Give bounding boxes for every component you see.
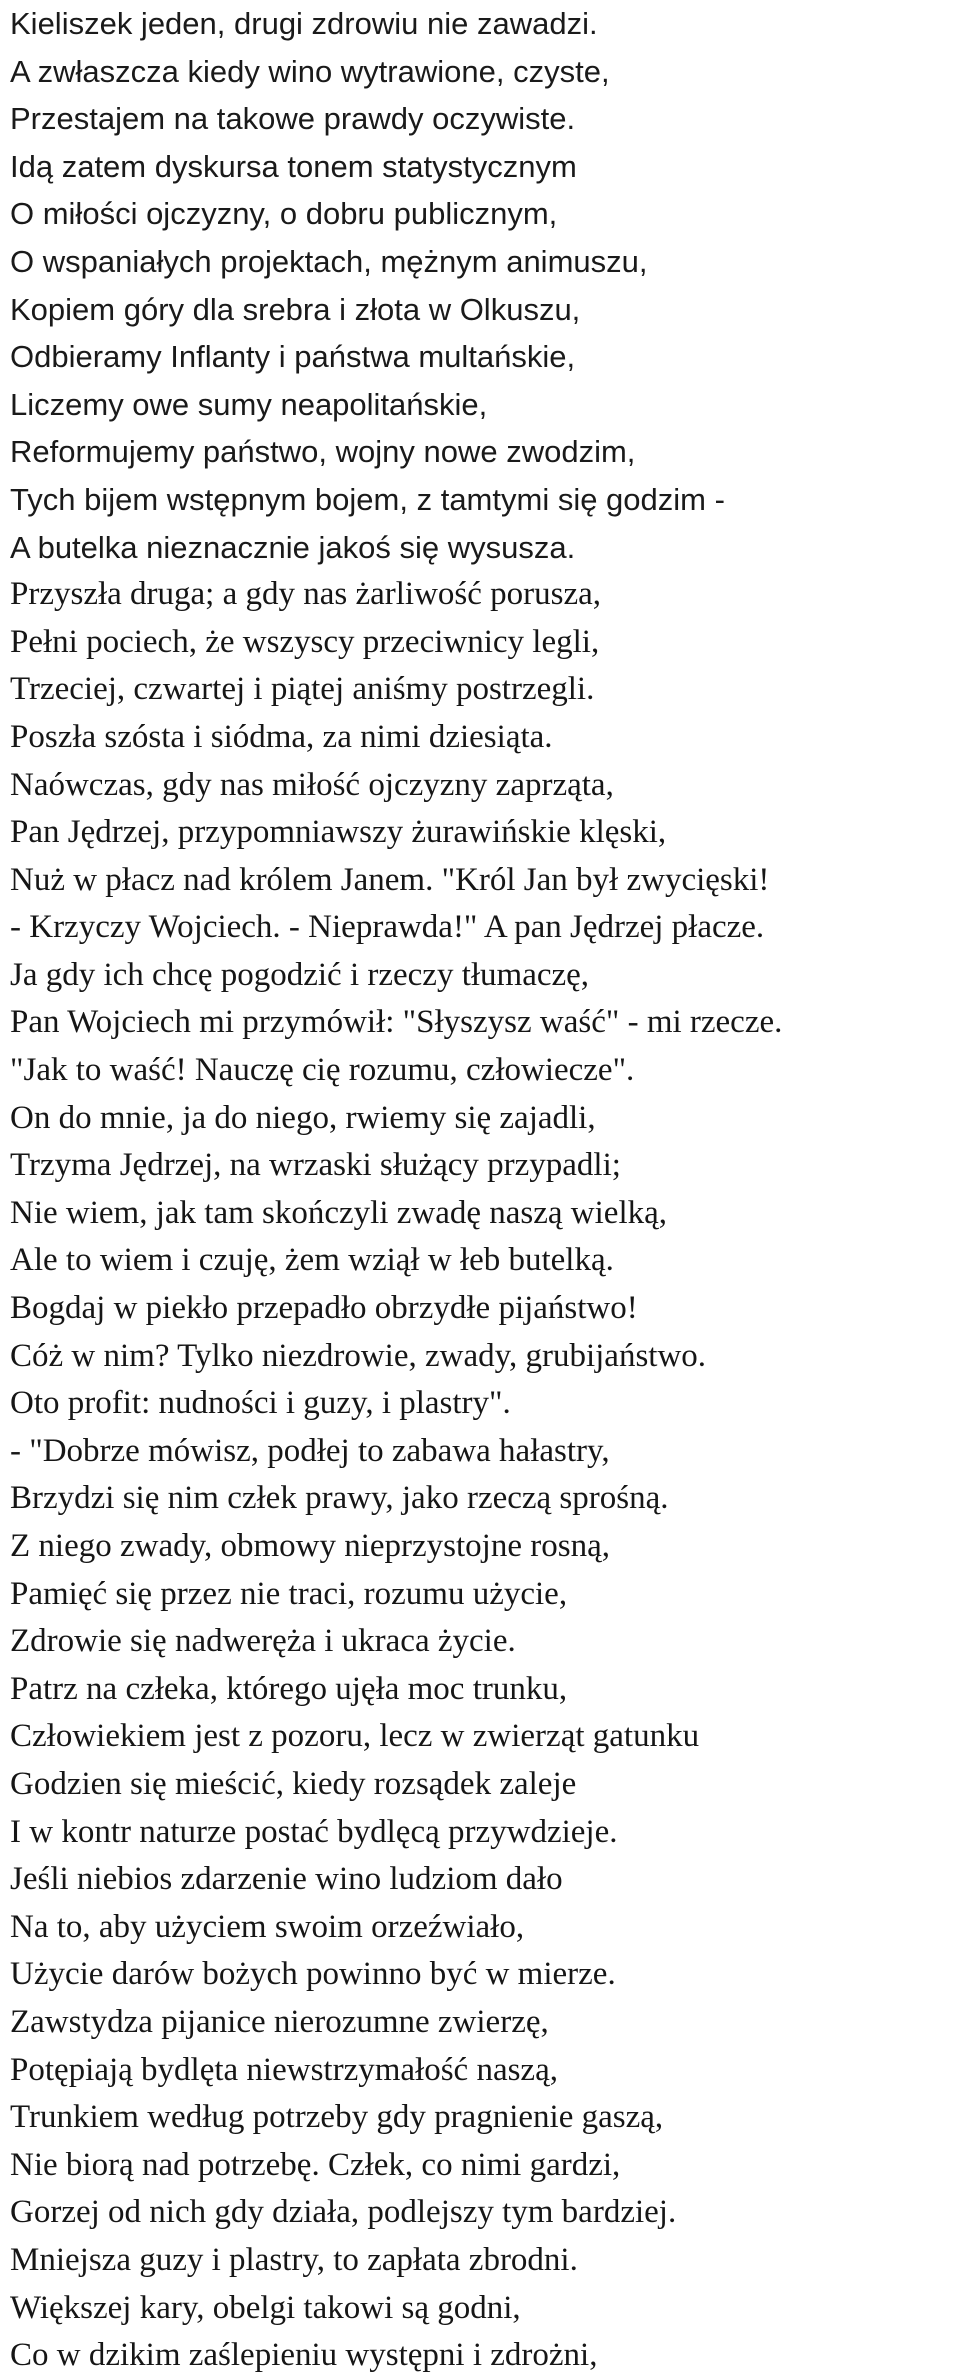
poem-line: Przestajem na takowe prawdy oczywiste. — [10, 101, 576, 137]
poem-line: Brzydzi się nim człek prawy, jako rzeczą sprośną. — [10, 1480, 669, 1517]
poem-line: Ja gdy ich chcę pogodzić i rzeczy tłumaczę, — [10, 956, 590, 993]
poem-line: Idą zatem dyskursa tonem statystycznym — [10, 148, 577, 184]
poem-line: Pan Jędrzej, przypomniawszy żurawińskie klęski, — [10, 814, 667, 851]
poem-line: Kieliszek jeden, drugi zdrowiu nie zawadzi. — [10, 6, 598, 41]
poem-line: O miłości ojczyzny, o dobru publicznym, — [10, 196, 558, 232]
poem-line: Zawstydza pijanice nierozumne zwierzę, — [10, 2003, 549, 2040]
poem-line: Jeśli niebios zdarzenie wino ludziom dało — [10, 1861, 563, 1898]
poem-line: Cóż w nim? Tylko niezdrowie, zwady, grubijaństwo. — [10, 1337, 707, 1374]
poem-line: Gorzej od nich gdy działa, podlejszy tym bardziej. — [10, 2194, 677, 2231]
poem-line: On do mnie, ja do niego, rwiemy się zajadli, — [10, 1099, 596, 1136]
poem-line: Oto profit: nudności i guzy, i plastry". — [10, 1385, 511, 1422]
poem-text — [10, 0, 955, 2380]
poem-line: Człowiekiem jest z pozoru, lecz w zwierząt gatunku — [10, 1718, 700, 1755]
poem-line: Pamięć się przez nie traci, rozumu użycie, — [10, 1575, 568, 1612]
poem-line: Nuż w płacz nad królem Janem. "Król Jan był zwycięski! — [10, 861, 770, 898]
poem-line: Co w dzikim zaślepieniu występni i zdrożni, — [10, 2337, 598, 2374]
poem-line: Potępiają bydlęta niewstrzymałość naszą, — [10, 2051, 558, 2088]
poem-line: O wspaniałych projektach, mężnym animuszu, — [10, 243, 648, 279]
poem-line: Pełni pociech, że wszyscy przeciwnicy legli, — [10, 623, 600, 660]
poem-line: I w kontr naturze postać bydlęcą przywdzieje. — [10, 1813, 618, 1850]
poem-line: Reformujemy państwo, wojny nowe zwodzim, — [10, 434, 636, 470]
poem-line: Bogdaj w piekło przepadło obrzydłe pijaństwo! — [10, 1290, 638, 1327]
poem-line: - "Dobrze mówisz, podłej to zabawa hałastry, — [10, 1432, 610, 1469]
poem-line: Odbieramy Inflanty i państwa multańskie, — [10, 339, 576, 375]
poem-line: Zdrowie się nadweręża i ukraca życie. — [10, 1623, 516, 1660]
poem-line: Kopiem góry dla srebra i złota w Olkuszu, — [10, 291, 581, 327]
poem-line: Naówczas, gdy nas miłość ojczyzny zaprząta, — [10, 766, 614, 803]
poem-line: "Jak to waść! Nauczę cię rozumu, człowiecze". — [10, 1052, 635, 1089]
poem-line: Pan Wojciech mi przymówił: "Słyszysz waść" - mi rzecze. — [10, 1004, 783, 1041]
poem-line: Ale to wiem i czuję, żem wziął w łeb butelką. — [10, 1242, 614, 1279]
poem-line: - Krzyczy Wojciech. - Nieprawda!" A pan Jędrzej płacze. — [10, 909, 765, 946]
poem-line: Trunkiem według potrzeby gdy pragnienie gaszą, — [10, 2099, 664, 2136]
poem-line: Trzeciej, czwartej i piątej aniśmy postrzegli. — [10, 671, 595, 708]
poem-line: A butelka nieznacznie jakoś się wysusza. — [10, 529, 576, 565]
poem-line: Liczemy owe sumy neapolitańskie, — [10, 386, 488, 422]
poem-line: Większej kary, obelgi takowi są godni, — [10, 2289, 521, 2326]
poem-line: Mniejsza guzy i plastry, to zapłata zbrodni. — [10, 2241, 578, 2278]
poem-line: Tych bijem wstępnym bojem, z tamtymi się godzim - — [10, 481, 725, 517]
poem-line: Na to, aby użyciem swoim orzeźwiało, — [10, 1908, 525, 1945]
poem-line: Nie biorą nad potrzebę. Człek, co nimi gardzi, — [10, 2146, 621, 2183]
poem-line: Trzyma Jędrzej, na wrzaski służący przypadli; — [10, 1147, 621, 1184]
poem-line: Z niego zwady, obmowy nieprzystojne rosną, — [10, 1528, 610, 1564]
poem-line: Użycie darów bożych powinno być w mierze. — [10, 1956, 616, 1993]
poem-line: Godzien się mieścić, kiedy rozsądek zaleje — [10, 1765, 577, 1802]
poem-line: Patrz na człeka, którego ujęła moc trunku, — [10, 1670, 568, 1707]
poem-line: Przyszła druga; a gdy nas żarliwość porusza, — [10, 576, 602, 613]
poem-line: A zwłaszcza kiedy wino wytrawione, czyste, — [10, 53, 610, 89]
poem-line: Nie wiem, jak tam skończyli zwadę naszą wielką, — [10, 1194, 668, 1231]
poem-line: Poszła szósta i siódma, za nimi dziesiąta. — [10, 718, 553, 755]
